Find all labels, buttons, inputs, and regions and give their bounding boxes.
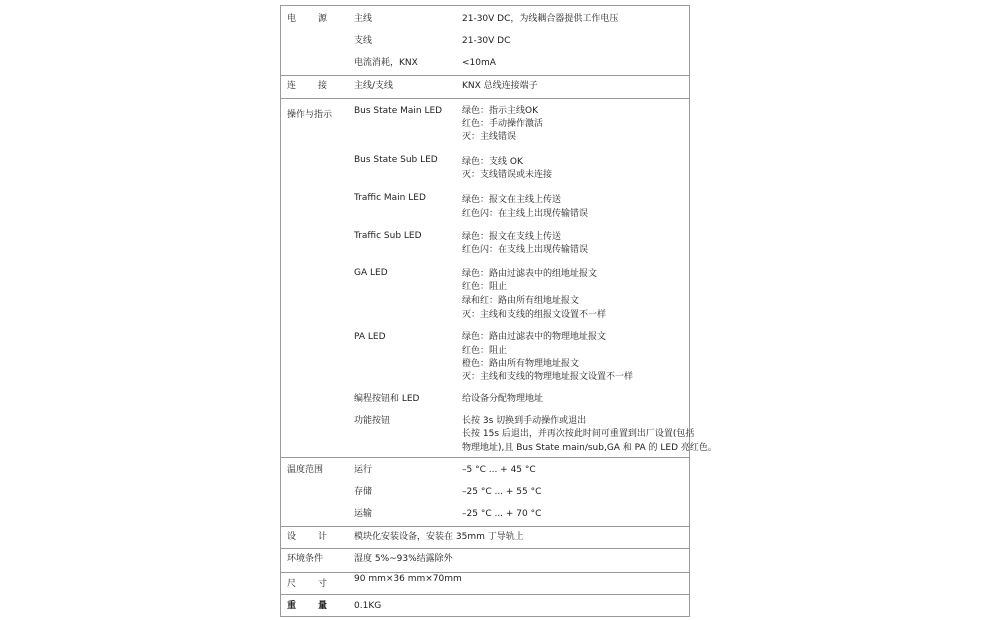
item-value: 绿色：路由过滤表中的组地址报文 bbox=[462, 269, 598, 279]
item-value: 长按 3s 切换到手动操作或退出 bbox=[462, 416, 587, 426]
item-value: 绿色：路由过滤表中的物理地址报文 bbox=[462, 332, 607, 342]
item-value: 绿色：报文在主线上传送 bbox=[462, 195, 562, 205]
item-label: 运行 bbox=[354, 465, 373, 475]
category-label: 连 接 bbox=[287, 81, 327, 91]
item-value: 红色：手动操作激活 bbox=[462, 119, 544, 129]
item-value: 橙色：路由所有物理地址报文 bbox=[462, 359, 580, 369]
item-value: –25 °C ... + 55 °C bbox=[462, 487, 542, 497]
item-value: 给设备分配物理地址 bbox=[462, 394, 544, 404]
item-value: 0.1KG bbox=[354, 601, 382, 611]
item-value: 灭：主线错误 bbox=[462, 132, 517, 142]
item-value: 物理地址),且 Bus State main/sub,GA 和 PA 的 LED 亮红色。 bbox=[462, 443, 717, 453]
item-label: PA LED bbox=[354, 332, 386, 342]
item-value: 灭：主线和支线的物理地址报文设置不一样 bbox=[462, 372, 634, 382]
item-label: GA LED bbox=[354, 268, 388, 278]
item-value: 湿度 5%~93%结露除外 bbox=[354, 554, 453, 564]
item-value: 灭：主线和支线的组报文设置不一样 bbox=[462, 310, 607, 320]
item-label: 存储 bbox=[354, 487, 373, 497]
category-label: 操作与指示 bbox=[287, 110, 333, 120]
item-value: 红色闪：在支线上出现传输错误 bbox=[462, 245, 589, 255]
item-label: 功能按钮 bbox=[354, 416, 391, 426]
item-label: 编程按钮和 LED bbox=[354, 394, 420, 404]
category-label: 电 源 bbox=[287, 14, 327, 24]
item-value: –25 °C ... + 70 °C bbox=[462, 509, 542, 519]
item-value: 模块化安装设备，安装在 35mm 丁导轨上 bbox=[354, 532, 524, 542]
item-label: Bus State Sub LED bbox=[354, 155, 438, 165]
category-label: 尺 寸 bbox=[287, 579, 327, 589]
spec-table bbox=[280, 5, 717, 617]
item-label: 运输 bbox=[354, 509, 373, 519]
item-label: 主线/支线 bbox=[354, 81, 394, 91]
section-weight bbox=[281, 594, 689, 616]
item-value: 长按 15s 后退出，并再次按此时间可重置到出厂设置(包括 bbox=[462, 429, 695, 439]
section-temperature bbox=[281, 457, 689, 527]
section-design bbox=[281, 526, 689, 549]
category-label: 温度范围 bbox=[287, 465, 324, 475]
item-value: 绿色：支线 OK bbox=[462, 157, 523, 167]
item-label: 电流消耗，KNX bbox=[354, 58, 418, 68]
category-label: 重 量 bbox=[287, 601, 327, 611]
item-label: Traffic Sub LED bbox=[354, 231, 422, 241]
item-value: 红色：阻止 bbox=[462, 346, 508, 356]
section-environment bbox=[281, 548, 689, 573]
item-label: 主线 bbox=[354, 14, 373, 24]
item-label: Bus State Main LED bbox=[354, 106, 443, 116]
section-operation bbox=[281, 98, 717, 458]
item-value: 90 mm×36 mm×70mm bbox=[354, 574, 462, 584]
item-value: 红色闪：在主线上出现传输错误 bbox=[462, 209, 589, 219]
item-value: 灭：支线错误或未连接 bbox=[462, 170, 553, 180]
item-label: 支线 bbox=[354, 36, 373, 46]
item-value: KNX 总线连接端子 bbox=[462, 81, 538, 91]
item-value: <10mA bbox=[462, 58, 496, 68]
item-value: 绿色：指示主线OK bbox=[462, 106, 538, 116]
category-label: 环境条件 bbox=[287, 554, 324, 564]
section-dimensions bbox=[281, 572, 689, 595]
item-label: Traffic Main LED bbox=[354, 193, 426, 203]
item-value: 红色：阻止 bbox=[462, 282, 508, 292]
item-value: 绿和红：路由所有组地址报文 bbox=[462, 296, 580, 306]
item-value: 21-30V DC bbox=[462, 36, 511, 46]
section-connection bbox=[281, 75, 689, 99]
item-value: 绿色：报文在支线上传送 bbox=[462, 232, 562, 242]
item-value: 21-30V DC，为线耦合器提供工作电压 bbox=[462, 14, 619, 24]
item-value: –5 °C ... + 45 °C bbox=[462, 465, 536, 475]
section-power bbox=[281, 6, 689, 76]
category-label: 设 计 bbox=[287, 532, 327, 542]
